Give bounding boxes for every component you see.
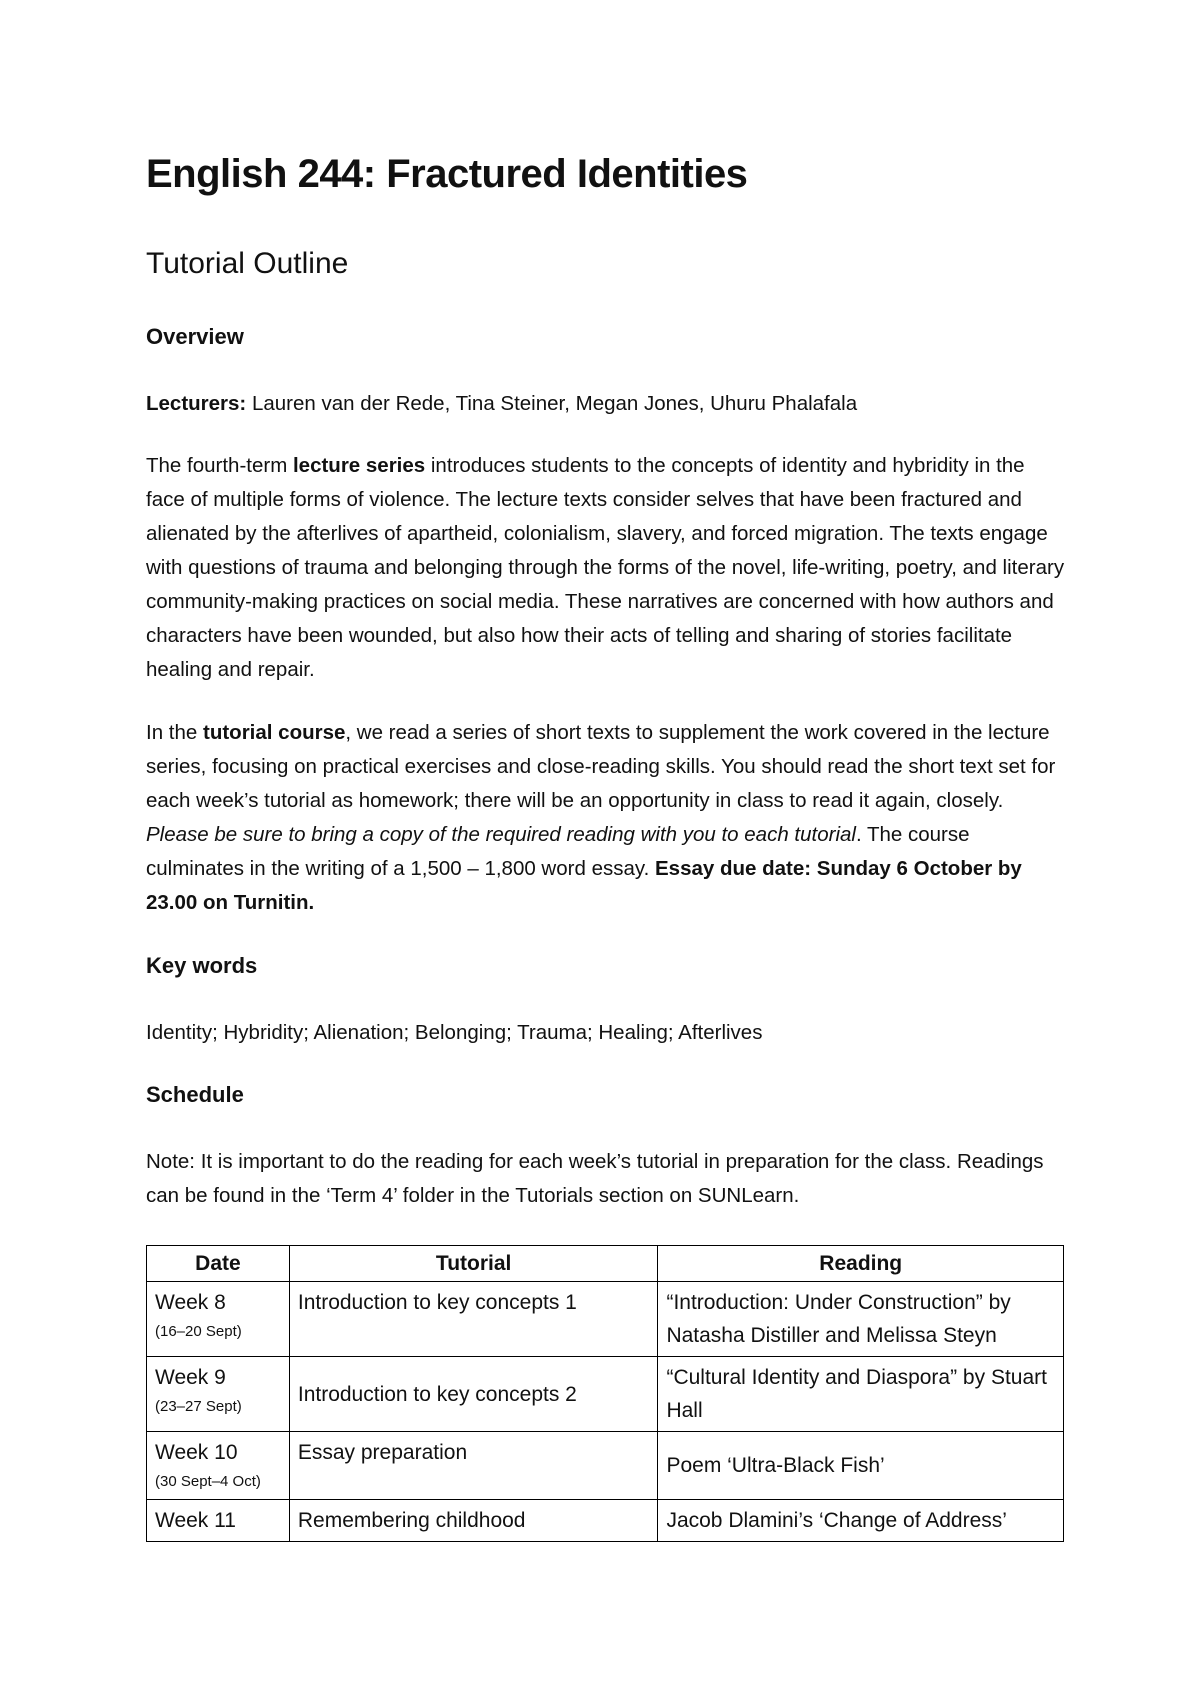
keywords-heading: Key words bbox=[146, 953, 258, 978]
keywords-list: Identity; Hybridity; Alienation; Belonging; Trauma; Healing; Afterlives bbox=[146, 1021, 763, 1044]
week-dates: (23–27 Sept) bbox=[155, 1398, 242, 1415]
date-cell bbox=[147, 1282, 290, 1357]
table-row bbox=[147, 1282, 1064, 1357]
column-header-date: Date bbox=[147, 1246, 290, 1282]
lecturers-label: Lecturers: bbox=[146, 392, 247, 415]
lecture-series-term: lecture series bbox=[292, 454, 426, 477]
tutorial-course-term: tutorial course bbox=[203, 721, 346, 744]
table-row bbox=[147, 1432, 1064, 1500]
para1-text-end: introduces students to the concepts of identity and hybridity in the face of multiple forms of violence. The lecture texts consider selves that have been fractured and alienated by the afterlives of apartheid, colonialism, slavery, and forced migration. The texts engage with questions of trauma and belonging through the forms of the novel, life-writing, poetry, and literary community-making practices on social media. These narratives are concerned with how authors and characters have been wounded, but also how their acts of telling and sharing of stories facilitate healing and repair. bbox=[146, 454, 1065, 681]
week-label: Week 9 bbox=[155, 1366, 226, 1389]
reading-cell: Poem ‘Ultra-Black Fish’ bbox=[658, 1432, 1064, 1500]
reading-cell: “Cultural Identity and Diaspora” by Stuart Hall bbox=[658, 1357, 1064, 1432]
week-label: Week 10 bbox=[155, 1441, 238, 1464]
essay-due-date: Essay due date: Sunday 6 October by 23.00 on Turnitin. bbox=[146, 857, 1022, 914]
document-title: English 244: Fractured Identities bbox=[146, 152, 748, 196]
reading-reminder: Please be sure to bring a copy of the required reading with you to each tutorial bbox=[146, 823, 856, 846]
table-header-row bbox=[147, 1246, 1064, 1282]
date-cell bbox=[147, 1357, 290, 1432]
week-dates: (16–20 Sept) bbox=[155, 1323, 242, 1340]
document-subtitle: Tutorial Outline bbox=[146, 247, 349, 280]
tutorial-cell: Remembering childhood bbox=[289, 1500, 658, 1542]
para2-text-start: In the bbox=[146, 721, 203, 744]
reading-cell: Jacob Dlamini’s ‘Change of Address’ bbox=[658, 1500, 1064, 1542]
date-cell bbox=[147, 1432, 290, 1500]
lecturers-names: Lauren van der Rede, Tina Steiner, Megan Jones, Uhuru Phalafala bbox=[251, 392, 858, 415]
overview-heading: Overview bbox=[146, 324, 244, 349]
reading-cell: “Introduction: Under Construction” by Natasha Distiller and Melissa Steyn bbox=[658, 1282, 1064, 1357]
column-header-reading: Reading bbox=[658, 1246, 1064, 1282]
para1-text-start: The fourth-term bbox=[146, 454, 293, 477]
lecturers-line bbox=[146, 387, 1066, 421]
schedule-table bbox=[146, 1245, 1064, 1542]
para2-text-after: . The course culminates in the writing of a 1,500 – 1,800 word essay. bbox=[146, 823, 970, 880]
schedule-note: Note: It is important to do the reading for each week’s tutorial in preparation for the class. Readings can be found in the ‘Term 4’ folder in the Tutorials section on SUNLearn. bbox=[146, 1150, 1044, 1207]
table-row bbox=[147, 1500, 1064, 1542]
week-dates: (30 Sept–4 Oct) bbox=[155, 1473, 261, 1490]
tutorial-cell: Essay preparation bbox=[289, 1432, 658, 1500]
date-cell bbox=[147, 1500, 290, 1542]
column-header-tutorial: Tutorial bbox=[289, 1246, 658, 1282]
week-label: Week 11 bbox=[155, 1509, 236, 1532]
tutorial-course-paragraph bbox=[146, 716, 1066, 920]
tutorial-cell: Introduction to key concepts 1 bbox=[289, 1282, 658, 1357]
tutorial-cell: Introduction to key concepts 2 bbox=[289, 1357, 658, 1432]
para2-text-middle: , we read a series of short texts to supplement the work covered in the lecture series, focusing on practical exercises and close-reading skills. You should read the short text set for each week’s tutorial as homework; there will be an opportunity in class to read it again, closely. bbox=[146, 721, 1056, 812]
table-row bbox=[147, 1357, 1064, 1432]
schedule-heading: Schedule bbox=[146, 1082, 244, 1107]
lecture-series-paragraph bbox=[146, 449, 1066, 687]
week-label: Week 8 bbox=[155, 1291, 226, 1314]
